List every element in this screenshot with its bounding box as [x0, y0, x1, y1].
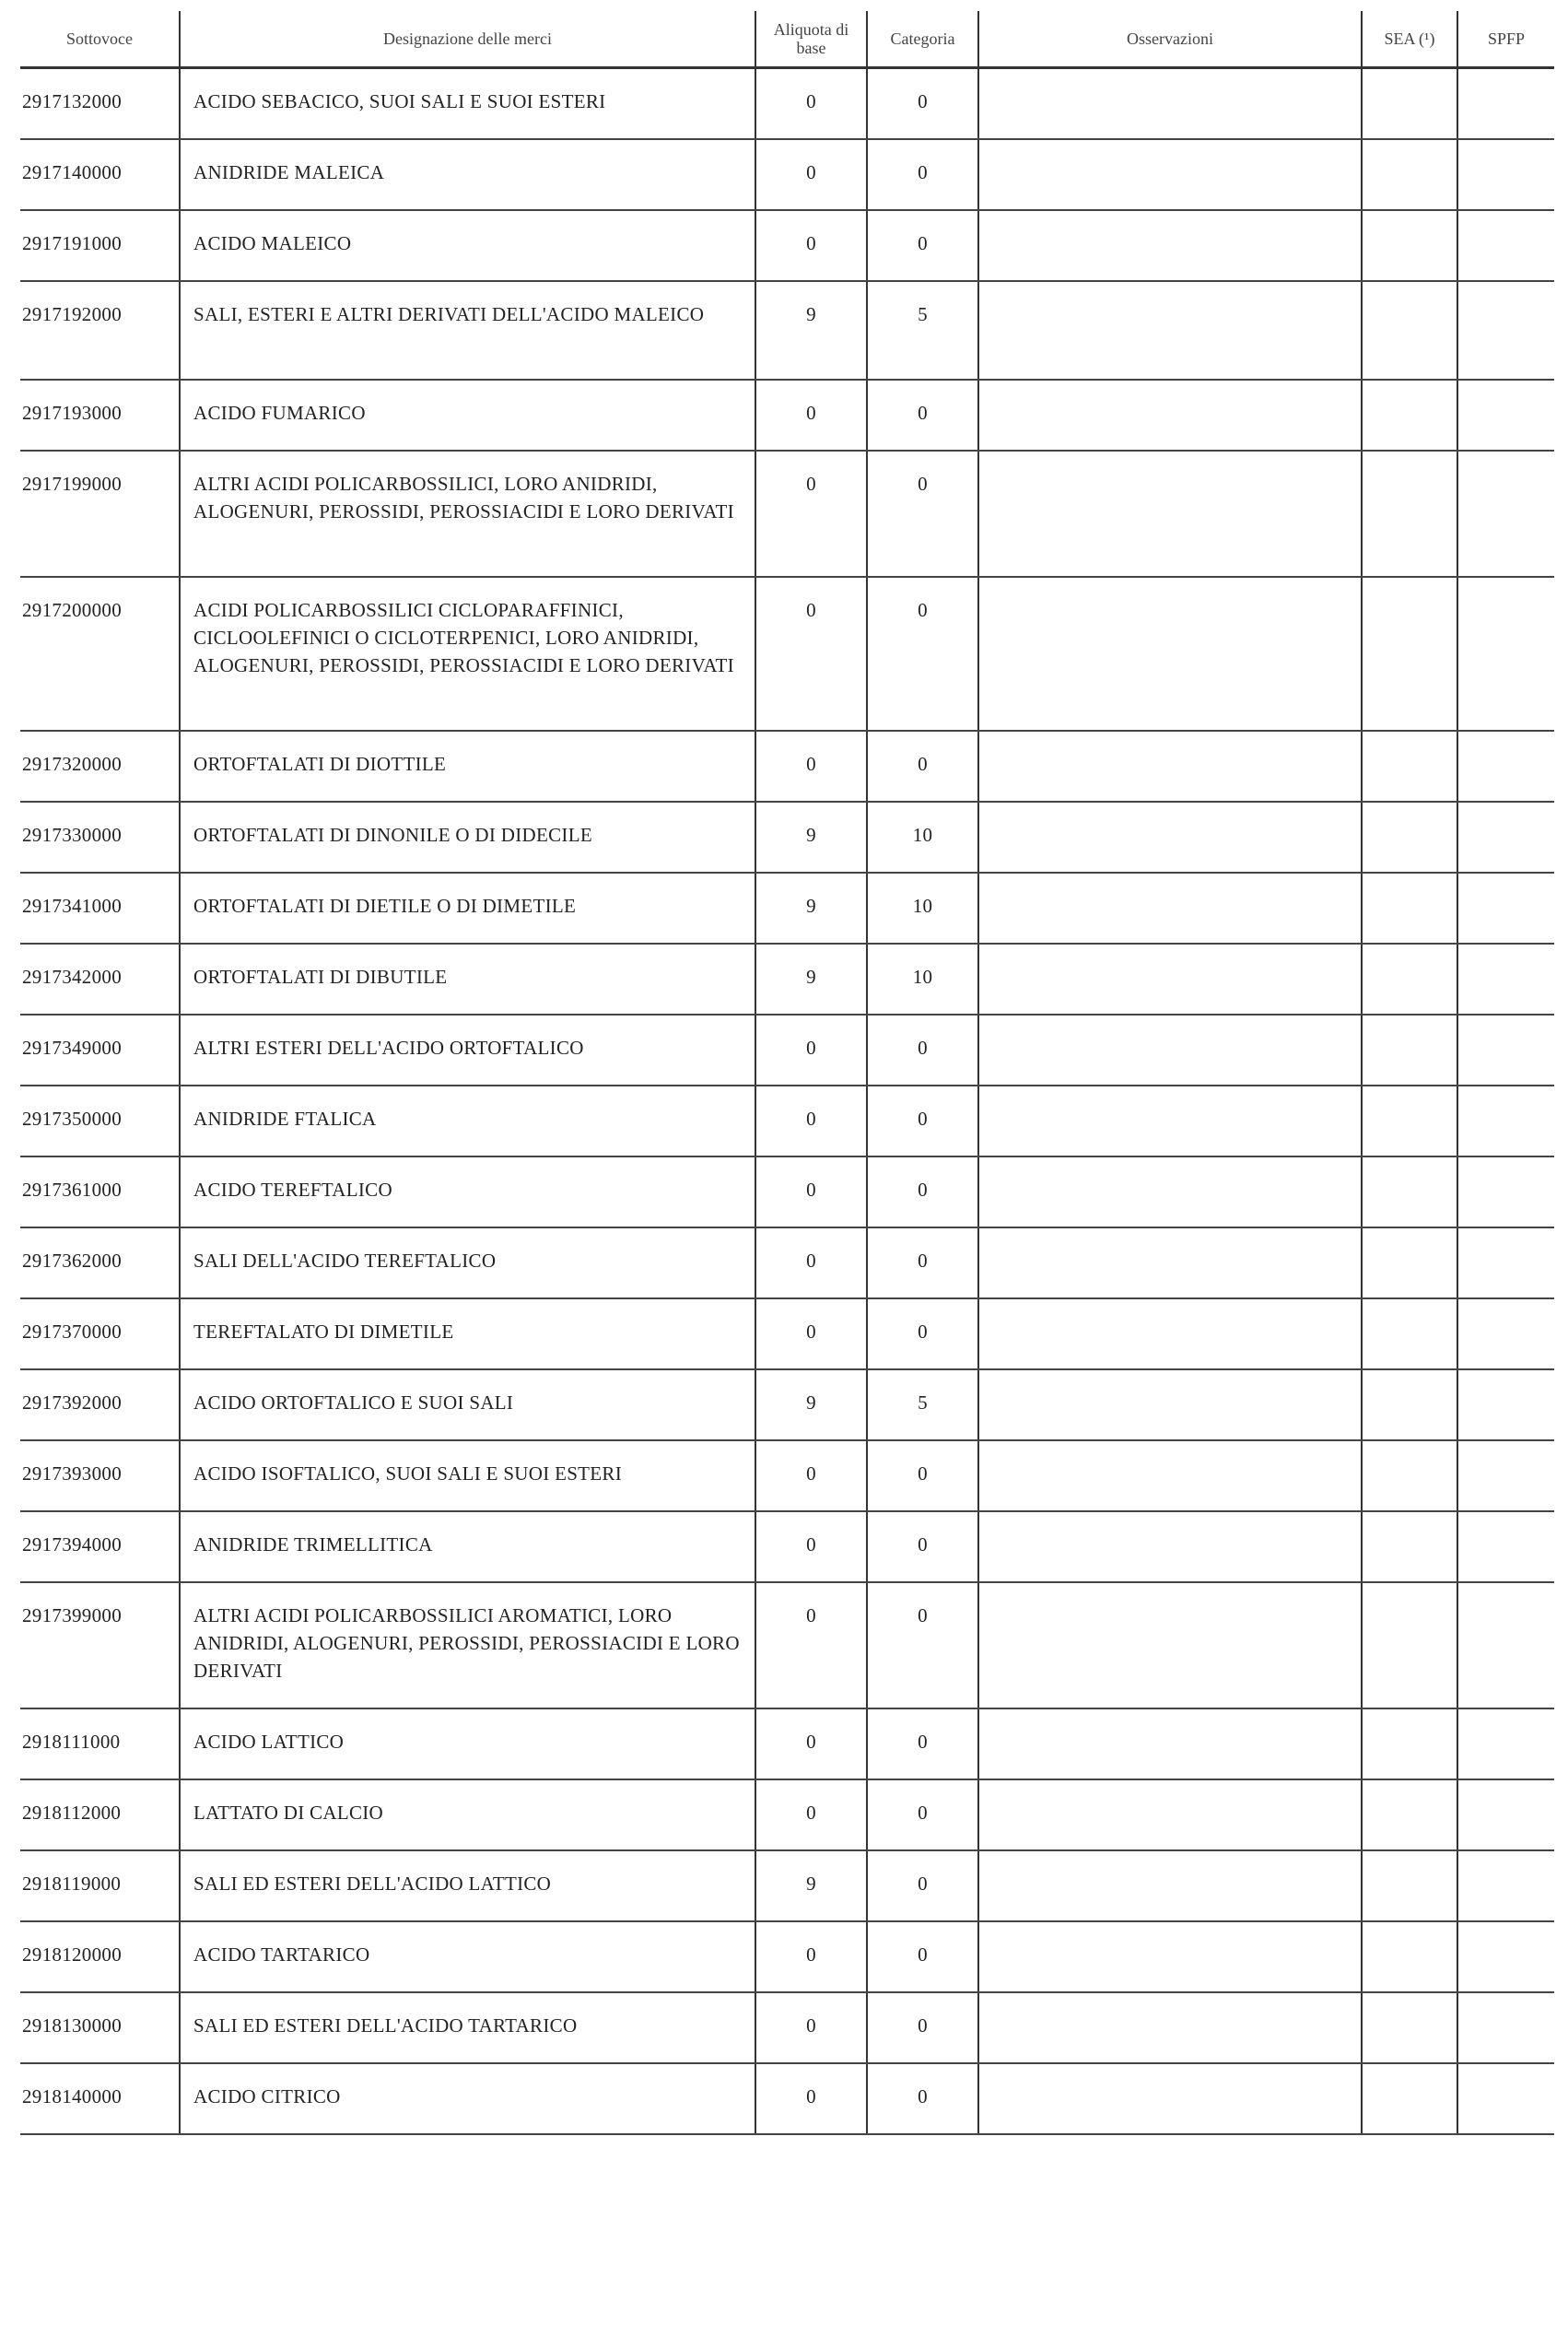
- spfp-cell: [1457, 210, 1554, 281]
- sea-cell: [1362, 380, 1457, 451]
- table-row: [20, 1086, 1554, 1156]
- designazione-cell: ALTRI ACIDI POLICARBOSSILICI AROMATICI, LORO ANIDRIDI, ALOGENURI, PEROSSIDI, PEROSSIACIDI E LORO DERIVATI: [180, 1582, 755, 1708]
- sottovoce-cell: 2917362000: [20, 1227, 180, 1298]
- sottovoce-cell: 2918112000: [20, 1779, 180, 1850]
- table-body: [20, 68, 1554, 2135]
- aliquota-cell: 0: [755, 380, 867, 451]
- sea-cell: [1362, 1227, 1457, 1298]
- aliquota-cell: 0: [755, 1582, 867, 1708]
- categoria-cell: 10: [867, 802, 978, 873]
- table-row: [20, 281, 1554, 380]
- osservazioni-cell: [978, 380, 1362, 451]
- designazione-cell: LATTATO DI CALCIO: [180, 1779, 755, 1850]
- categoria-cell: 0: [867, 1850, 978, 1921]
- osservazioni-cell: [978, 451, 1362, 577]
- osservazioni-cell: [978, 1992, 1362, 2063]
- categoria-cell: 0: [867, 577, 978, 731]
- table-row: [20, 210, 1554, 281]
- sea-cell: [1362, 1779, 1457, 1850]
- spfp-cell: [1457, 1156, 1554, 1227]
- categoria-cell: 0: [867, 2063, 978, 2134]
- aliquota-cell: 0: [755, 1227, 867, 1298]
- table-row: [20, 1015, 1554, 1086]
- aliquota-cell: 0: [755, 1156, 867, 1227]
- sea-cell: [1362, 281, 1457, 380]
- sea-cell: [1362, 1992, 1457, 2063]
- spfp-cell: [1457, 1440, 1554, 1511]
- spfp-cell: [1457, 1921, 1554, 1992]
- osservazioni-cell: [978, 1156, 1362, 1227]
- spfp-cell: [1457, 1850, 1554, 1921]
- aliquota-cell: 9: [755, 281, 867, 380]
- categoria-cell: 0: [867, 1227, 978, 1298]
- categoria-cell: 0: [867, 1921, 978, 1992]
- osservazioni-cell: [978, 139, 1362, 210]
- aliquota-cell: 0: [755, 1086, 867, 1156]
- sottovoce-cell: 2917320000: [20, 731, 180, 802]
- sea-cell: [1362, 1511, 1457, 1582]
- header-osservazioni: Osservazioni: [978, 11, 1362, 68]
- aliquota-cell: 0: [755, 1992, 867, 2063]
- osservazioni-cell: [978, 873, 1362, 944]
- designazione-cell: SALI, ESTERI E ALTRI DERIVATI DELL'ACIDO MALEICO: [180, 281, 755, 380]
- table-row: [20, 1440, 1554, 1511]
- sea-cell: [1362, 2063, 1457, 2134]
- osservazioni-cell: [978, 1440, 1362, 1511]
- categoria-cell: 0: [867, 139, 978, 210]
- sea-cell: [1362, 577, 1457, 731]
- sea-cell: [1362, 873, 1457, 944]
- table-row: [20, 1582, 1554, 1708]
- aliquota-cell: 0: [755, 139, 867, 210]
- aliquota-cell: 0: [755, 210, 867, 281]
- table-row: [20, 802, 1554, 873]
- sea-cell: [1362, 1440, 1457, 1511]
- sea-cell: [1362, 1708, 1457, 1779]
- table-row: [20, 1369, 1554, 1440]
- categoria-cell: 5: [867, 1369, 978, 1440]
- aliquota-cell: 0: [755, 1440, 867, 1511]
- sottovoce-cell: 2917361000: [20, 1156, 180, 1227]
- designazione-cell: SALI ED ESTERI DELL'ACIDO TARTARICO: [180, 1992, 755, 2063]
- sottovoce-cell: 2918130000: [20, 1992, 180, 2063]
- table-row: [20, 1708, 1554, 1779]
- header-categoria: Categoria: [867, 11, 978, 68]
- designazione-cell: SALI DELL'ACIDO TEREFTALICO: [180, 1227, 755, 1298]
- osservazioni-cell: [978, 1227, 1362, 1298]
- spfp-cell: [1457, 139, 1554, 210]
- table-row: [20, 731, 1554, 802]
- header-sea: SEA (¹): [1362, 11, 1457, 68]
- table-row: [20, 1511, 1554, 1582]
- osservazioni-cell: [978, 731, 1362, 802]
- designazione-cell: ACIDO SEBACICO, SUOI SALI E SUOI ESTERI: [180, 68, 755, 140]
- designazione-cell: ACIDO ORTOFTALICO E SUOI SALI: [180, 1369, 755, 1440]
- sea-cell: [1362, 1369, 1457, 1440]
- designazione-cell: ACIDO MALEICO: [180, 210, 755, 281]
- sea-cell: [1362, 1921, 1457, 1992]
- aliquota-cell: 0: [755, 2063, 867, 2134]
- table-row: [20, 1156, 1554, 1227]
- categoria-cell: 0: [867, 1086, 978, 1156]
- spfp-cell: [1457, 1511, 1554, 1582]
- sottovoce-cell: 2917330000: [20, 802, 180, 873]
- categoria-cell: 0: [867, 451, 978, 577]
- sottovoce-cell: 2917393000: [20, 1440, 180, 1511]
- table-row: [20, 2063, 1554, 2134]
- designazione-cell: ORTOFTALATI DI DIBUTILE: [180, 944, 755, 1015]
- designazione-cell: SALI ED ESTERI DELL'ACIDO LATTICO: [180, 1850, 755, 1921]
- spfp-cell: [1457, 802, 1554, 873]
- designazione-cell: ACIDO TARTARICO: [180, 1921, 755, 1992]
- spfp-cell: [1457, 2063, 1554, 2134]
- sea-cell: [1362, 68, 1457, 140]
- aliquota-cell: 0: [755, 451, 867, 577]
- sottovoce-cell: 2918140000: [20, 2063, 180, 2134]
- osservazioni-cell: [978, 2063, 1362, 2134]
- categoria-cell: 0: [867, 1708, 978, 1779]
- categoria-cell: 0: [867, 1298, 978, 1369]
- sea-cell: [1362, 1850, 1457, 1921]
- header-spfp: SPFP: [1457, 11, 1554, 68]
- aliquota-cell: 0: [755, 1921, 867, 1992]
- table-row: [20, 451, 1554, 577]
- sottovoce-cell: 2917199000: [20, 451, 180, 577]
- aliquota-cell: 9: [755, 873, 867, 944]
- sottovoce-cell: 2917191000: [20, 210, 180, 281]
- sottovoce-cell: 2917370000: [20, 1298, 180, 1369]
- designazione-cell: ORTOFTALATI DI DIETILE O DI DIMETILE: [180, 873, 755, 944]
- sea-cell: [1362, 139, 1457, 210]
- categoria-cell: 0: [867, 1015, 978, 1086]
- aliquota-cell: 0: [755, 1015, 867, 1086]
- spfp-cell: [1457, 1086, 1554, 1156]
- header-row: [20, 11, 1554, 68]
- categoria-cell: 0: [867, 68, 978, 140]
- aliquota-cell: 9: [755, 802, 867, 873]
- aliquota-cell: 0: [755, 1298, 867, 1369]
- categoria-cell: 10: [867, 944, 978, 1015]
- categoria-cell: 0: [867, 210, 978, 281]
- sea-cell: [1362, 1015, 1457, 1086]
- osservazioni-cell: [978, 1369, 1362, 1440]
- categoria-cell: 0: [867, 1511, 978, 1582]
- osservazioni-cell: [978, 68, 1362, 140]
- designazione-cell: ACIDO FUMARICO: [180, 380, 755, 451]
- categoria-cell: 0: [867, 1992, 978, 2063]
- aliquota-cell: 9: [755, 1850, 867, 1921]
- table-header: [20, 11, 1554, 68]
- designazione-cell: ALTRI ACIDI POLICARBOSSILICI, LORO ANIDRIDI, ALOGENURI, PEROSSIDI, PEROSSIACIDI E LORO DERIVATI: [180, 451, 755, 577]
- designazione-cell: ACIDO TEREFTALICO: [180, 1156, 755, 1227]
- sottovoce-cell: 2917392000: [20, 1369, 180, 1440]
- categoria-cell: 0: [867, 1779, 978, 1850]
- sottovoce-cell: 2917192000: [20, 281, 180, 380]
- spfp-cell: [1457, 68, 1554, 140]
- sottovoce-cell: 2917342000: [20, 944, 180, 1015]
- aliquota-cell: 0: [755, 68, 867, 140]
- aliquota-cell: 0: [755, 731, 867, 802]
- spfp-cell: [1457, 873, 1554, 944]
- sea-cell: [1362, 944, 1457, 1015]
- designazione-cell: ACIDI POLICARBOSSILICI CICLOPARAFFINICI, CICLOOLEFINICI O CICLOTERPENICI, LORO ANIDRIDI, ALOGENURI, PEROSSIDI, PEROSSIACIDI E LORO DERIVATI: [180, 577, 755, 731]
- sottovoce-cell: 2917132000: [20, 68, 180, 140]
- spfp-cell: [1457, 1227, 1554, 1298]
- aliquota-cell: 9: [755, 944, 867, 1015]
- tariff-table: [20, 11, 1554, 2135]
- spfp-cell: [1457, 451, 1554, 577]
- aliquota-cell: 9: [755, 1369, 867, 1440]
- designazione-cell: ANIDRIDE FTALICA: [180, 1086, 755, 1156]
- osservazioni-cell: [978, 1511, 1362, 1582]
- sottovoce-cell: 2917140000: [20, 139, 180, 210]
- sea-cell: [1362, 731, 1457, 802]
- sea-cell: [1362, 802, 1457, 873]
- osservazioni-cell: [978, 1850, 1362, 1921]
- sottovoce-cell: 2917193000: [20, 380, 180, 451]
- designazione-cell: ALTRI ESTERI DELL'ACIDO ORTOFTALICO: [180, 1015, 755, 1086]
- aliquota-cell: 0: [755, 1708, 867, 1779]
- osservazioni-cell: [978, 802, 1362, 873]
- osservazioni-cell: [978, 1779, 1362, 1850]
- designazione-cell: ORTOFTALATI DI DINONILE O DI DIDECILE: [180, 802, 755, 873]
- spfp-cell: [1457, 577, 1554, 731]
- categoria-cell: 0: [867, 731, 978, 802]
- designazione-cell: ANIDRIDE MALEICA: [180, 139, 755, 210]
- sottovoce-cell: 2918120000: [20, 1921, 180, 1992]
- spfp-cell: [1457, 731, 1554, 802]
- categoria-cell: 10: [867, 873, 978, 944]
- table-row: [20, 1779, 1554, 1850]
- table-row: [20, 944, 1554, 1015]
- designazione-cell: ACIDO CITRICO: [180, 2063, 755, 2134]
- osservazioni-cell: [978, 1086, 1362, 1156]
- sottovoce-cell: 2918111000: [20, 1708, 180, 1779]
- sottovoce-cell: 2917341000: [20, 873, 180, 944]
- spfp-cell: [1457, 1779, 1554, 1850]
- header-sottovoce: Sottovoce: [20, 11, 180, 68]
- osservazioni-cell: [978, 281, 1362, 380]
- table-row: [20, 1850, 1554, 1921]
- osservazioni-cell: [978, 1582, 1362, 1708]
- osservazioni-cell: [978, 1921, 1362, 1992]
- table-row: [20, 1227, 1554, 1298]
- spfp-cell: [1457, 1708, 1554, 1779]
- spfp-cell: [1457, 1369, 1554, 1440]
- spfp-cell: [1457, 1582, 1554, 1708]
- categoria-cell: 5: [867, 281, 978, 380]
- spfp-cell: [1457, 380, 1554, 451]
- designazione-cell: ORTOFTALATI DI DIOTTILE: [180, 731, 755, 802]
- categoria-cell: 0: [867, 1156, 978, 1227]
- table-row: [20, 380, 1554, 451]
- spfp-cell: [1457, 944, 1554, 1015]
- sea-cell: [1362, 1156, 1457, 1227]
- osservazioni-cell: [978, 1015, 1362, 1086]
- sottovoce-cell: 2917394000: [20, 1511, 180, 1582]
- osservazioni-cell: [978, 210, 1362, 281]
- table-row: [20, 1921, 1554, 1992]
- osservazioni-cell: [978, 1708, 1362, 1779]
- sottovoce-cell: 2917350000: [20, 1086, 180, 1156]
- table-row: [20, 1298, 1554, 1369]
- designazione-cell: ANIDRIDE TRIMELLITICA: [180, 1511, 755, 1582]
- document-page: [20, 11, 1554, 2135]
- spfp-cell: [1457, 1298, 1554, 1369]
- categoria-cell: 0: [867, 1582, 978, 1708]
- table-row: [20, 139, 1554, 210]
- header-designazione: Designazione delle merci: [180, 11, 755, 68]
- sottovoce-cell: 2917200000: [20, 577, 180, 731]
- designazione-cell: ACIDO ISOFTALICO, SUOI SALI E SUOI ESTERI: [180, 1440, 755, 1511]
- designazione-cell: ACIDO LATTICO: [180, 1708, 755, 1779]
- aliquota-cell: 0: [755, 577, 867, 731]
- table-row: [20, 68, 1554, 140]
- sea-cell: [1362, 1086, 1457, 1156]
- sea-cell: [1362, 451, 1457, 577]
- sottovoce-cell: 2917349000: [20, 1015, 180, 1086]
- sottovoce-cell: 2917399000: [20, 1582, 180, 1708]
- spfp-cell: [1457, 1992, 1554, 2063]
- sottovoce-cell: 2918119000: [20, 1850, 180, 1921]
- sea-cell: [1362, 1582, 1457, 1708]
- table-row: [20, 1992, 1554, 2063]
- header-aliquota: Aliquota di base: [755, 11, 867, 68]
- osservazioni-cell: [978, 944, 1362, 1015]
- categoria-cell: 0: [867, 380, 978, 451]
- categoria-cell: 0: [867, 1440, 978, 1511]
- table-row: [20, 873, 1554, 944]
- spfp-cell: [1457, 281, 1554, 380]
- spfp-cell: [1457, 1015, 1554, 1086]
- sea-cell: [1362, 210, 1457, 281]
- osservazioni-cell: [978, 577, 1362, 731]
- osservazioni-cell: [978, 1298, 1362, 1369]
- designazione-cell: TEREFTALATO DI DIMETILE: [180, 1298, 755, 1369]
- table-row: [20, 577, 1554, 731]
- aliquota-cell: 0: [755, 1511, 867, 1582]
- sea-cell: [1362, 1298, 1457, 1369]
- aliquota-cell: 0: [755, 1779, 867, 1850]
